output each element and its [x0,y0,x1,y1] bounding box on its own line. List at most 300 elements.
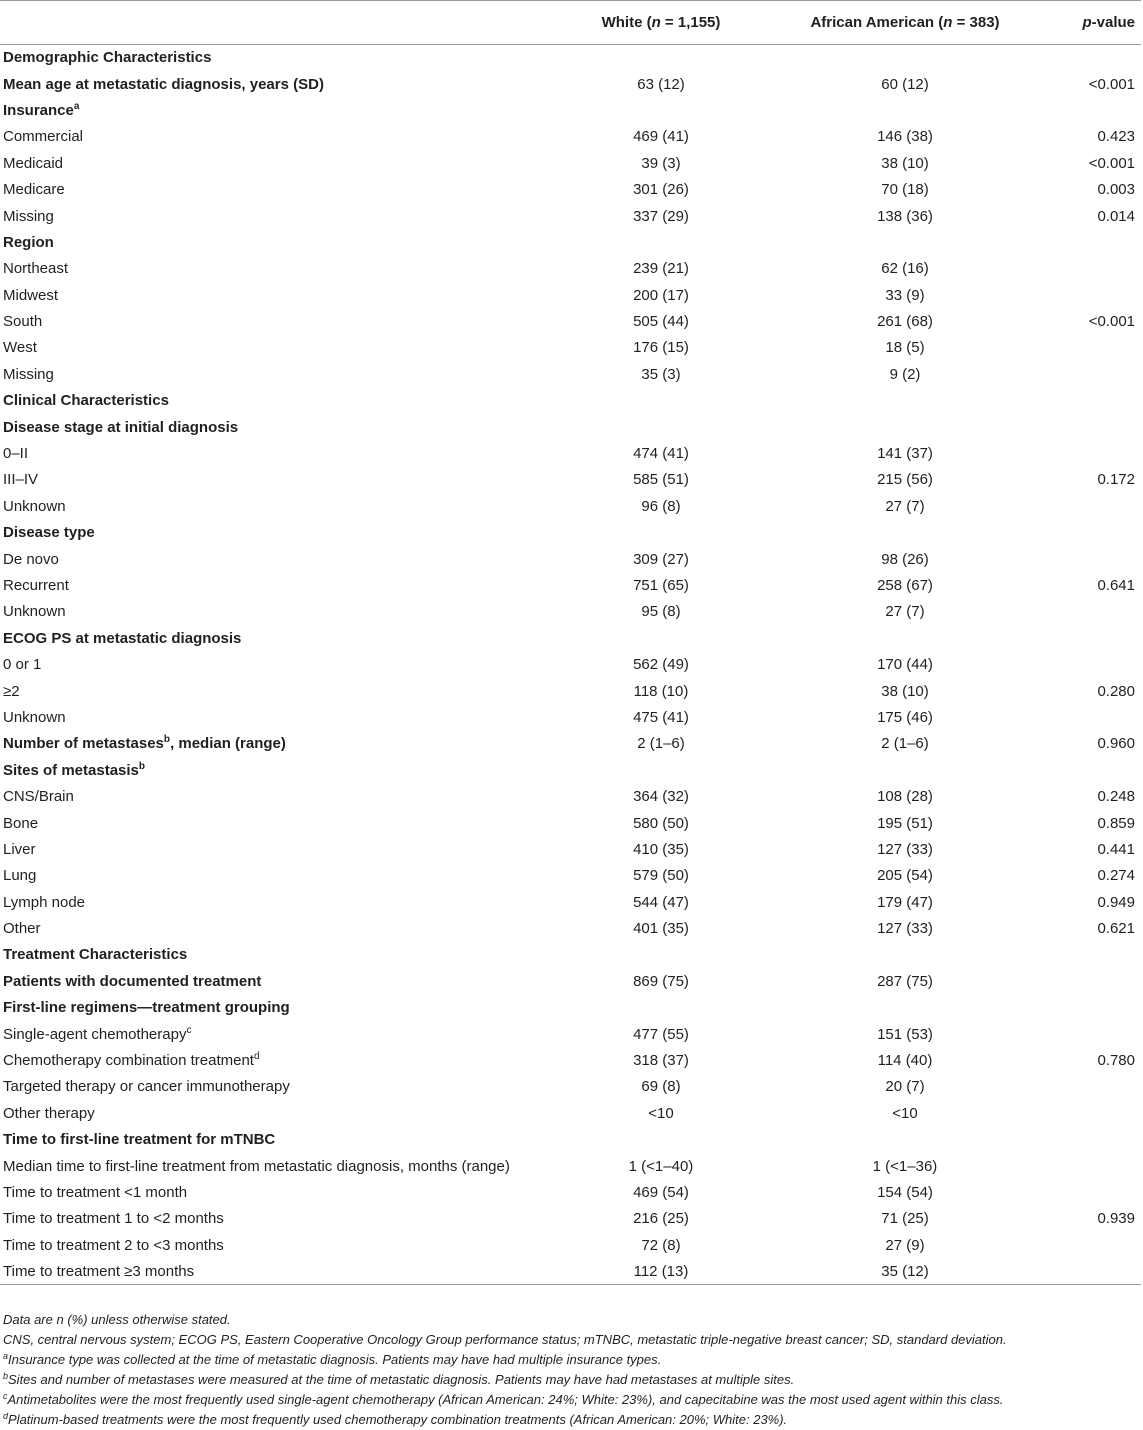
cell-african-american: 27 (9) [885,1236,925,1254]
row-label-text: ≥2 [3,682,20,700]
row-label-text: Median time to first-line treatment from metastatic diagnosis, months (range) [3,1157,510,1175]
cell-p-value: 0.859 [1097,814,1135,832]
cell-white: 475 (41) [633,708,689,726]
cell-white [582,97,740,123]
row-label [0,414,582,440]
table-row [0,282,1141,308]
cell-white: 239 (21) [633,260,689,278]
cell-african-american: 60 (12) [881,75,929,93]
row-label-text: III–IV [3,471,39,489]
table-row [0,1206,1141,1232]
cell-african-american: 2 (1–6) [881,735,929,753]
footnote [3,1390,1139,1410]
cell-african-american [740,414,1070,440]
cell-p-value [1070,968,1141,994]
cell-african-american: 146 (38) [877,128,933,146]
table-row [0,256,1141,282]
row-label [0,942,582,968]
cell-white: 63 (12) [637,75,685,93]
row-label [0,757,582,783]
footnote-text: CNS, central nervous system; ECOG PS, Eastern Cooperative Oncology Group performance status; mTNBC, metastatic triple-negative breast cancer; SD, standard deviation. [3,1332,1007,1347]
row-label-text: Mean age at metastatic diagnosis, years (SD) [3,75,324,93]
cell-white [582,942,740,968]
row-label-text: Unknown [3,708,66,726]
table-row [0,889,1141,915]
row-label-text: Time to treatment 2 to <3 months [3,1236,224,1254]
cell-white: 39 (3) [641,154,681,172]
row-label [0,651,582,677]
table-section-row [0,942,1141,968]
cell-p-value: 0.441 [1097,840,1135,858]
cell-white: 301 (26) [633,181,689,199]
table-body [0,45,1141,1285]
cell-white: 562 (49) [633,656,689,674]
table-section-row [0,414,1141,440]
cell-african-american: 62 (16) [881,260,929,278]
cell-p-value: 0.780 [1097,1052,1135,1070]
footnote [3,1410,1139,1430]
cell-african-american: 27 (7) [885,603,925,621]
row-label-text: West [3,339,37,357]
cell-white [582,1127,740,1153]
footnote-text: Antimetabolites were the most frequently used single-agent chemotherapy (African American: 24%; White: 23%), and capecitabine was the most used agent within this class. [7,1392,1004,1407]
table-row [0,863,1141,889]
cell-white [582,995,740,1021]
cell-african-american: 20 (7) [885,1078,925,1096]
table-row [0,836,1141,862]
cell-p-value: 0.621 [1097,920,1135,938]
row-label-text: Missing [3,207,54,225]
cell-white: 469 (41) [633,128,689,146]
cell-white: 309 (27) [633,550,689,568]
cell-white: 505 (44) [633,313,689,331]
row-label-text: Missing [3,365,54,383]
cell-p-value: <0.001 [1088,154,1135,172]
cell-african-american: 33 (9) [885,286,925,304]
table-row [0,678,1141,704]
footnote-text: Data are n (%) unless otherwise stated. [3,1312,231,1327]
cell-p-value: 0.172 [1097,471,1135,489]
cell-african-american [740,97,1070,123]
table-row [0,1021,1141,1047]
cell-african-american: 38 (10) [881,154,929,172]
row-label [0,71,582,97]
cell-african-american [740,757,1070,783]
cell-p-value [1070,1153,1141,1179]
row-label-text: Treatment Characteristics [3,946,188,964]
footnote [3,1350,1139,1370]
header-white-suffix: = 1,155) [660,14,721,31]
cell-african-american: 38 (10) [881,682,929,700]
cell-white [582,414,740,440]
cell-white: 72 (8) [641,1236,681,1254]
table-row [0,915,1141,941]
table-section-row [0,388,1141,414]
cell-white: 176 (15) [633,339,689,357]
table-row [0,1074,1141,1100]
row-label [0,995,582,1021]
header-aa-n: n [943,14,953,31]
row-label [0,783,582,809]
row-label-text: Commercial [3,128,84,146]
table-row [0,150,1141,176]
cell-african-american: 1 (<1–36) [872,1157,938,1175]
row-label [0,1206,582,1232]
row-label-text: Midwest [3,286,59,304]
cell-african-american: 175 (46) [877,708,933,726]
footnote-marker: c [186,1024,192,1036]
cell-p-value [1070,651,1141,677]
cell-african-american: 27 (7) [885,497,925,515]
footnote [3,1330,1139,1350]
table-row [0,203,1141,229]
header-aa-suffix: = 383) [952,14,1000,31]
footnote-text: Sites and number of metastases were measured at the time of metastatic diagnosis. Patients may have had metastases at multiple sites. [8,1372,795,1387]
table-section-row [0,520,1141,546]
row-label [0,520,582,546]
row-label [0,388,582,414]
cell-white [582,520,740,546]
cell-p-value: 0.014 [1097,207,1135,225]
table-row [0,599,1141,625]
cell-p-value: 0.280 [1097,682,1135,700]
footnote [3,1310,1139,1330]
row-label [0,150,582,176]
row-label [0,1258,582,1284]
row-label [0,625,582,651]
table-row [0,704,1141,730]
cell-white: 364 (32) [633,788,689,806]
cell-white [582,229,740,255]
row-label [0,731,582,757]
table-section-row [0,71,1141,97]
row-label-text: Region [3,233,54,251]
row-label [0,335,582,361]
table-row [0,124,1141,150]
footnote-mark: c [3,1391,8,1401]
cell-white [582,757,740,783]
cell-p-value [1070,1258,1141,1284]
cell-white: 2 (1–6) [637,735,685,753]
row-label-text: 0–II [3,445,29,463]
row-label-text: Time to treatment <1 month [3,1183,188,1201]
cell-p-value: 0.274 [1097,867,1135,885]
table-row [0,467,1141,493]
cell-african-american: 170 (44) [877,656,933,674]
table-section-row [0,995,1141,1021]
row-label [0,810,582,836]
cell-p-value [1070,546,1141,572]
cell-white: 112 (13) [582,1258,740,1284]
footnote-marker: a [73,100,80,112]
cell-white: 474 (41) [633,445,689,463]
row-label [0,256,582,282]
cell-white: 200 (17) [633,286,689,304]
cell-p-value [1070,229,1141,255]
row-label [0,915,582,941]
cell-african-american: 154 (54) [877,1183,933,1201]
row-label-text: Targeted therapy or cancer immunotherapy [3,1078,290,1096]
row-label [0,1232,582,1258]
table-section-row [0,97,1141,123]
cell-african-american: 108 (28) [877,788,933,806]
row-label-text: Liver [3,840,36,858]
cell-white: 410 (35) [633,840,689,858]
cell-p-value [1070,1100,1141,1126]
table-section-row [0,1127,1141,1153]
cell-p-value [1070,757,1141,783]
footnote [3,1370,1139,1390]
cell-african-american [740,520,1070,546]
footnote-mark: a [3,1351,9,1361]
cell-african-american: 114 (40) [877,1052,933,1070]
cell-p-value [1070,493,1141,519]
row-label-text: South [3,313,43,331]
table-footnotes [3,1310,1139,1430]
cell-african-american: 35 (12) [740,1258,1070,1284]
table-section-row [0,968,1141,994]
cell-white: 751 (65) [633,577,689,594]
row-label [0,863,582,889]
footnote-marker: d [253,1051,260,1063]
row-label [0,176,582,202]
cell-african-american [740,1127,1070,1153]
row-label [0,1074,582,1100]
row-label [0,97,582,123]
row-label-text: Insurance [3,101,74,119]
table-row [0,1232,1141,1258]
row-label-suffix: , median (range) [170,735,286,753]
row-label-text: Other therapy [3,1104,95,1122]
cell-african-american: 70 (18) [881,181,929,199]
cell-p-value [1070,599,1141,625]
cell-african-american: 138 (36) [877,207,933,225]
cell-p-value: 0.949 [1097,893,1135,911]
row-label [0,1047,582,1073]
table-row [0,1047,1141,1073]
table-section-row [0,45,1141,71]
cell-african-american: 71 (25) [881,1210,929,1228]
cell-african-american: 261 (68) [877,313,933,331]
cell-p-value [1070,625,1141,651]
cell-african-american: 287 (75) [877,972,933,990]
row-label [0,467,582,493]
row-label-text: Demographic Characteristics [3,49,212,67]
cell-white: 96 (8) [641,497,681,515]
row-label-text: Patients with documented treatment [3,972,262,990]
cell-white: 579 (50) [633,867,689,885]
cell-african-american: 151 (53) [877,1025,933,1043]
cell-p-value [1070,256,1141,282]
row-label-text: Bone [3,814,39,832]
table-row [0,1179,1141,1205]
cell-african-american: 205 (54) [877,867,933,885]
row-label-text: Sites of metastasis [3,761,139,779]
header-african-american [740,1,1070,45]
row-label [0,572,582,598]
cell-white: 318 (37) [633,1052,689,1070]
table-section-row [0,757,1141,783]
cell-p-value [1070,282,1141,308]
cell-p-value: <0.001 [1088,313,1135,331]
cell-p-value: 0.248 [1097,788,1135,806]
row-label [0,968,582,994]
cell-white: 1 (<1–40) [628,1157,694,1175]
row-label-text: Single-agent chemotherapy [3,1025,187,1043]
row-label-text: Unknown [3,497,66,515]
row-label [0,1153,582,1179]
row-label [0,889,582,915]
row-label-text: Medicaid [3,154,64,172]
table-section-row [0,625,1141,651]
cell-african-american: 195 (51) [877,814,933,832]
cell-p-value [1070,520,1141,546]
cell-white: 544 (47) [633,893,689,911]
cell-white: 337 (29) [633,207,689,225]
cell-white: 69 (8) [641,1078,681,1096]
table-row [0,1100,1141,1126]
row-label-text: Disease stage at initial diagnosis [3,418,239,436]
header-white [582,1,740,45]
table-row [0,572,1141,598]
cell-white: 869 (75) [633,972,689,990]
cell-african-american [740,625,1070,651]
cell-african-american: 215 (56) [877,471,933,489]
row-label [0,1127,582,1153]
table-row [0,783,1141,809]
table-row [0,1153,1141,1179]
cell-african-american [740,45,1070,71]
row-label [0,704,582,730]
row-label-text: Chemotherapy combination treatment [3,1052,254,1070]
row-label [0,282,582,308]
row-label [0,124,582,150]
footnote-text: Platinum-based treatments were the most frequently used chemotherapy combination treatments (African American: 20%; White: 23%). [8,1412,788,1427]
cell-african-american [740,388,1070,414]
row-label-text: Medicare [3,181,65,199]
row-label [0,1021,582,1047]
cell-p-value [1070,942,1141,968]
footnote-marker: b [138,760,146,772]
row-label-text: Time to treatment 1 to <2 months [3,1210,224,1228]
header-row [0,1,1141,45]
cell-white [582,45,740,71]
row-label [0,45,582,71]
cell-white: 585 (51) [633,471,689,489]
row-label [0,1179,582,1205]
header-p-value [1070,1,1141,45]
row-label-text: Clinical Characteristics [3,392,169,410]
row-label-text: Number of metastases [3,735,164,753]
cell-african-american: 127 (33) [877,840,933,858]
cell-p-value [1070,704,1141,730]
cell-p-value [1070,1074,1141,1100]
cell-p-value [1070,1127,1141,1153]
cell-p-value [1070,97,1141,123]
footnote-mark: b [3,1371,9,1381]
header-p-italic: p [1082,14,1092,31]
table-row [0,1258,1141,1284]
cell-p-value: 0.960 [1097,735,1135,753]
cell-p-value: 0.939 [1097,1210,1135,1228]
row-label [0,599,582,625]
header-white-prefix: White ( [601,14,652,31]
cell-p-value [1070,1021,1141,1047]
cell-white: 35 (3) [641,365,681,383]
cell-p-value [1070,414,1141,440]
row-label-text: ECOG PS at metastatic diagnosis [3,629,242,647]
row-label [0,203,582,229]
row-label [0,361,582,387]
cell-p-value [1070,1232,1141,1258]
cell-white: 580 (50) [633,814,689,832]
table-section-row [0,731,1141,757]
cell-african-american: 9 (2) [889,365,921,383]
row-label-text: Unknown [3,603,66,621]
table-row [0,493,1141,519]
cell-p-value [1070,440,1141,466]
cell-white: 118 (10) [633,682,689,700]
cell-african-american: 258 (67) [877,577,933,594]
cell-white: 469 (54) [633,1183,689,1201]
row-label-text: CNS/Brain [3,788,74,806]
cell-african-american: 179 (47) [877,893,933,911]
cell-white: 401 (35) [633,920,689,938]
table-row [0,335,1141,361]
cell-african-american: 141 (37) [877,445,933,463]
header-p-suffix: -value [1091,14,1135,31]
cell-p-value [1070,995,1141,1021]
header-aa-prefix: African American ( [810,14,944,31]
header-white-n: n [651,14,661,31]
footnote-marker: b [163,734,171,746]
row-label-text: Time to treatment ≥3 months [3,1262,195,1280]
footnote-mark: d [3,1411,9,1421]
table-row [0,440,1141,466]
cell-p-value: 0.003 [1097,181,1135,199]
table-row [0,176,1141,202]
table-row [0,546,1141,572]
cell-p-value [1070,361,1141,387]
row-label-text: 0 or 1 [3,656,42,674]
cell-white [582,388,740,414]
row-label-text: Northeast [3,260,69,278]
table-row [0,651,1141,677]
row-label-text: Disease type [3,524,95,542]
cell-p-value [1070,1179,1141,1205]
row-label [0,836,582,862]
cell-african-american [740,229,1070,255]
table-row [0,308,1141,334]
footnote-text: Insurance type was collected at the time of metastatic diagnosis. Patients may have had multiple insurance types. [8,1352,662,1367]
table-section-row [0,229,1141,255]
row-label [0,546,582,572]
row-label-text: Other [3,920,41,938]
table-row [0,361,1141,387]
row-label [0,1100,582,1126]
cell-white: <10 [648,1104,674,1122]
row-label-text: Lung [3,867,37,885]
row-label-text: Lymph node [3,893,86,911]
cell-p-value [1070,388,1141,414]
cell-african-american: 18 (5) [885,339,925,357]
cell-african-american [740,995,1070,1021]
cell-white: 477 (55) [633,1025,689,1043]
row-label [0,308,582,334]
cell-white: 95 (8) [641,603,681,621]
header-label-col [0,1,582,45]
row-label [0,229,582,255]
